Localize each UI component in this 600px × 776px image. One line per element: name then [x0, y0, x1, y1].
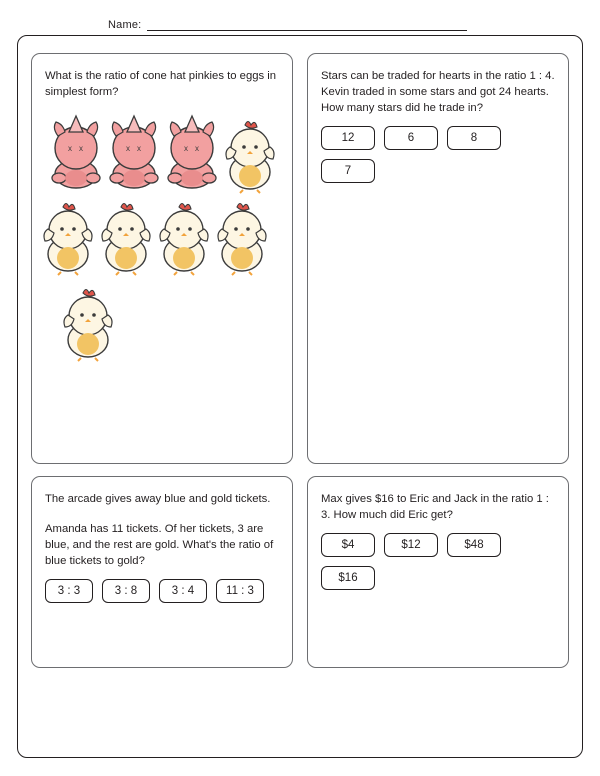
- svg-text:x: x: [184, 144, 188, 154]
- name-label: Name:: [108, 19, 142, 31]
- question-4-text: Max gives $16 to Eric and Jack in the ratio 1 : 3. How much did Eric get?: [321, 493, 553, 522]
- answer-choice[interactable]: 3 : 8: [102, 579, 150, 603]
- answer-choice[interactable]: 11 : 3: [216, 579, 264, 603]
- pinky-icon: [105, 110, 163, 190]
- svg-text:x: x: [79, 144, 83, 154]
- question-3-text: The arcade gives away blue and gold tickets.: [45, 493, 271, 505]
- question-card-1: [31, 53, 293, 464]
- question-2-text: Stars can be traded for hearts in the ratio 1 : 4. Kevin traded in some stars and got 24 hearts. How many stars did he trade in?: [321, 70, 558, 115]
- answer-choice[interactable]: 12: [321, 126, 375, 150]
- answer-choice[interactable]: $4: [321, 533, 375, 557]
- question-card-2: [307, 53, 569, 464]
- svg-text:x: x: [126, 144, 130, 154]
- question-2-choices: [321, 126, 555, 183]
- name-field-row: [108, 18, 467, 31]
- question-4-choices: [321, 533, 555, 590]
- answer-choice[interactable]: $12: [384, 533, 438, 557]
- svg-text:x: x: [195, 144, 199, 154]
- egg-icon: [221, 114, 279, 194]
- question-3-text-2: Amanda has 11 tickets. Of her tickets, 3 are blue, and the rest are gold. What's the ratio of blue tickets to gold?: [45, 523, 277, 568]
- name-write-line[interactable]: [147, 18, 467, 31]
- answer-choice[interactable]: 7: [321, 159, 375, 183]
- egg-icon: [155, 196, 213, 276]
- question-card-4: [307, 476, 569, 668]
- pinky-icon: [163, 110, 221, 190]
- question-1-picture: [45, 110, 281, 370]
- question-1-text: What is the ratio of cone hat pinkies to eggs in simplest form?: [45, 70, 280, 99]
- question-grid: [31, 53, 569, 668]
- svg-text:x: x: [68, 144, 72, 154]
- answer-choice[interactable]: 6: [384, 126, 438, 150]
- question-card-3: [31, 476, 293, 668]
- answer-choice[interactable]: 3 : 4: [159, 579, 207, 603]
- answer-choice[interactable]: $16: [321, 566, 375, 590]
- egg-icon: [39, 196, 97, 276]
- egg-icon: [213, 196, 271, 276]
- svg-text:x: x: [137, 144, 141, 154]
- answer-choice[interactable]: $48: [447, 533, 501, 557]
- egg-icon: [59, 282, 117, 362]
- question-3-choices: [45, 579, 279, 603]
- pinky-icon: [47, 110, 105, 190]
- answer-choice[interactable]: 8: [447, 126, 501, 150]
- egg-icon: [97, 196, 155, 276]
- answer-choice[interactable]: 3 : 3: [45, 579, 93, 603]
